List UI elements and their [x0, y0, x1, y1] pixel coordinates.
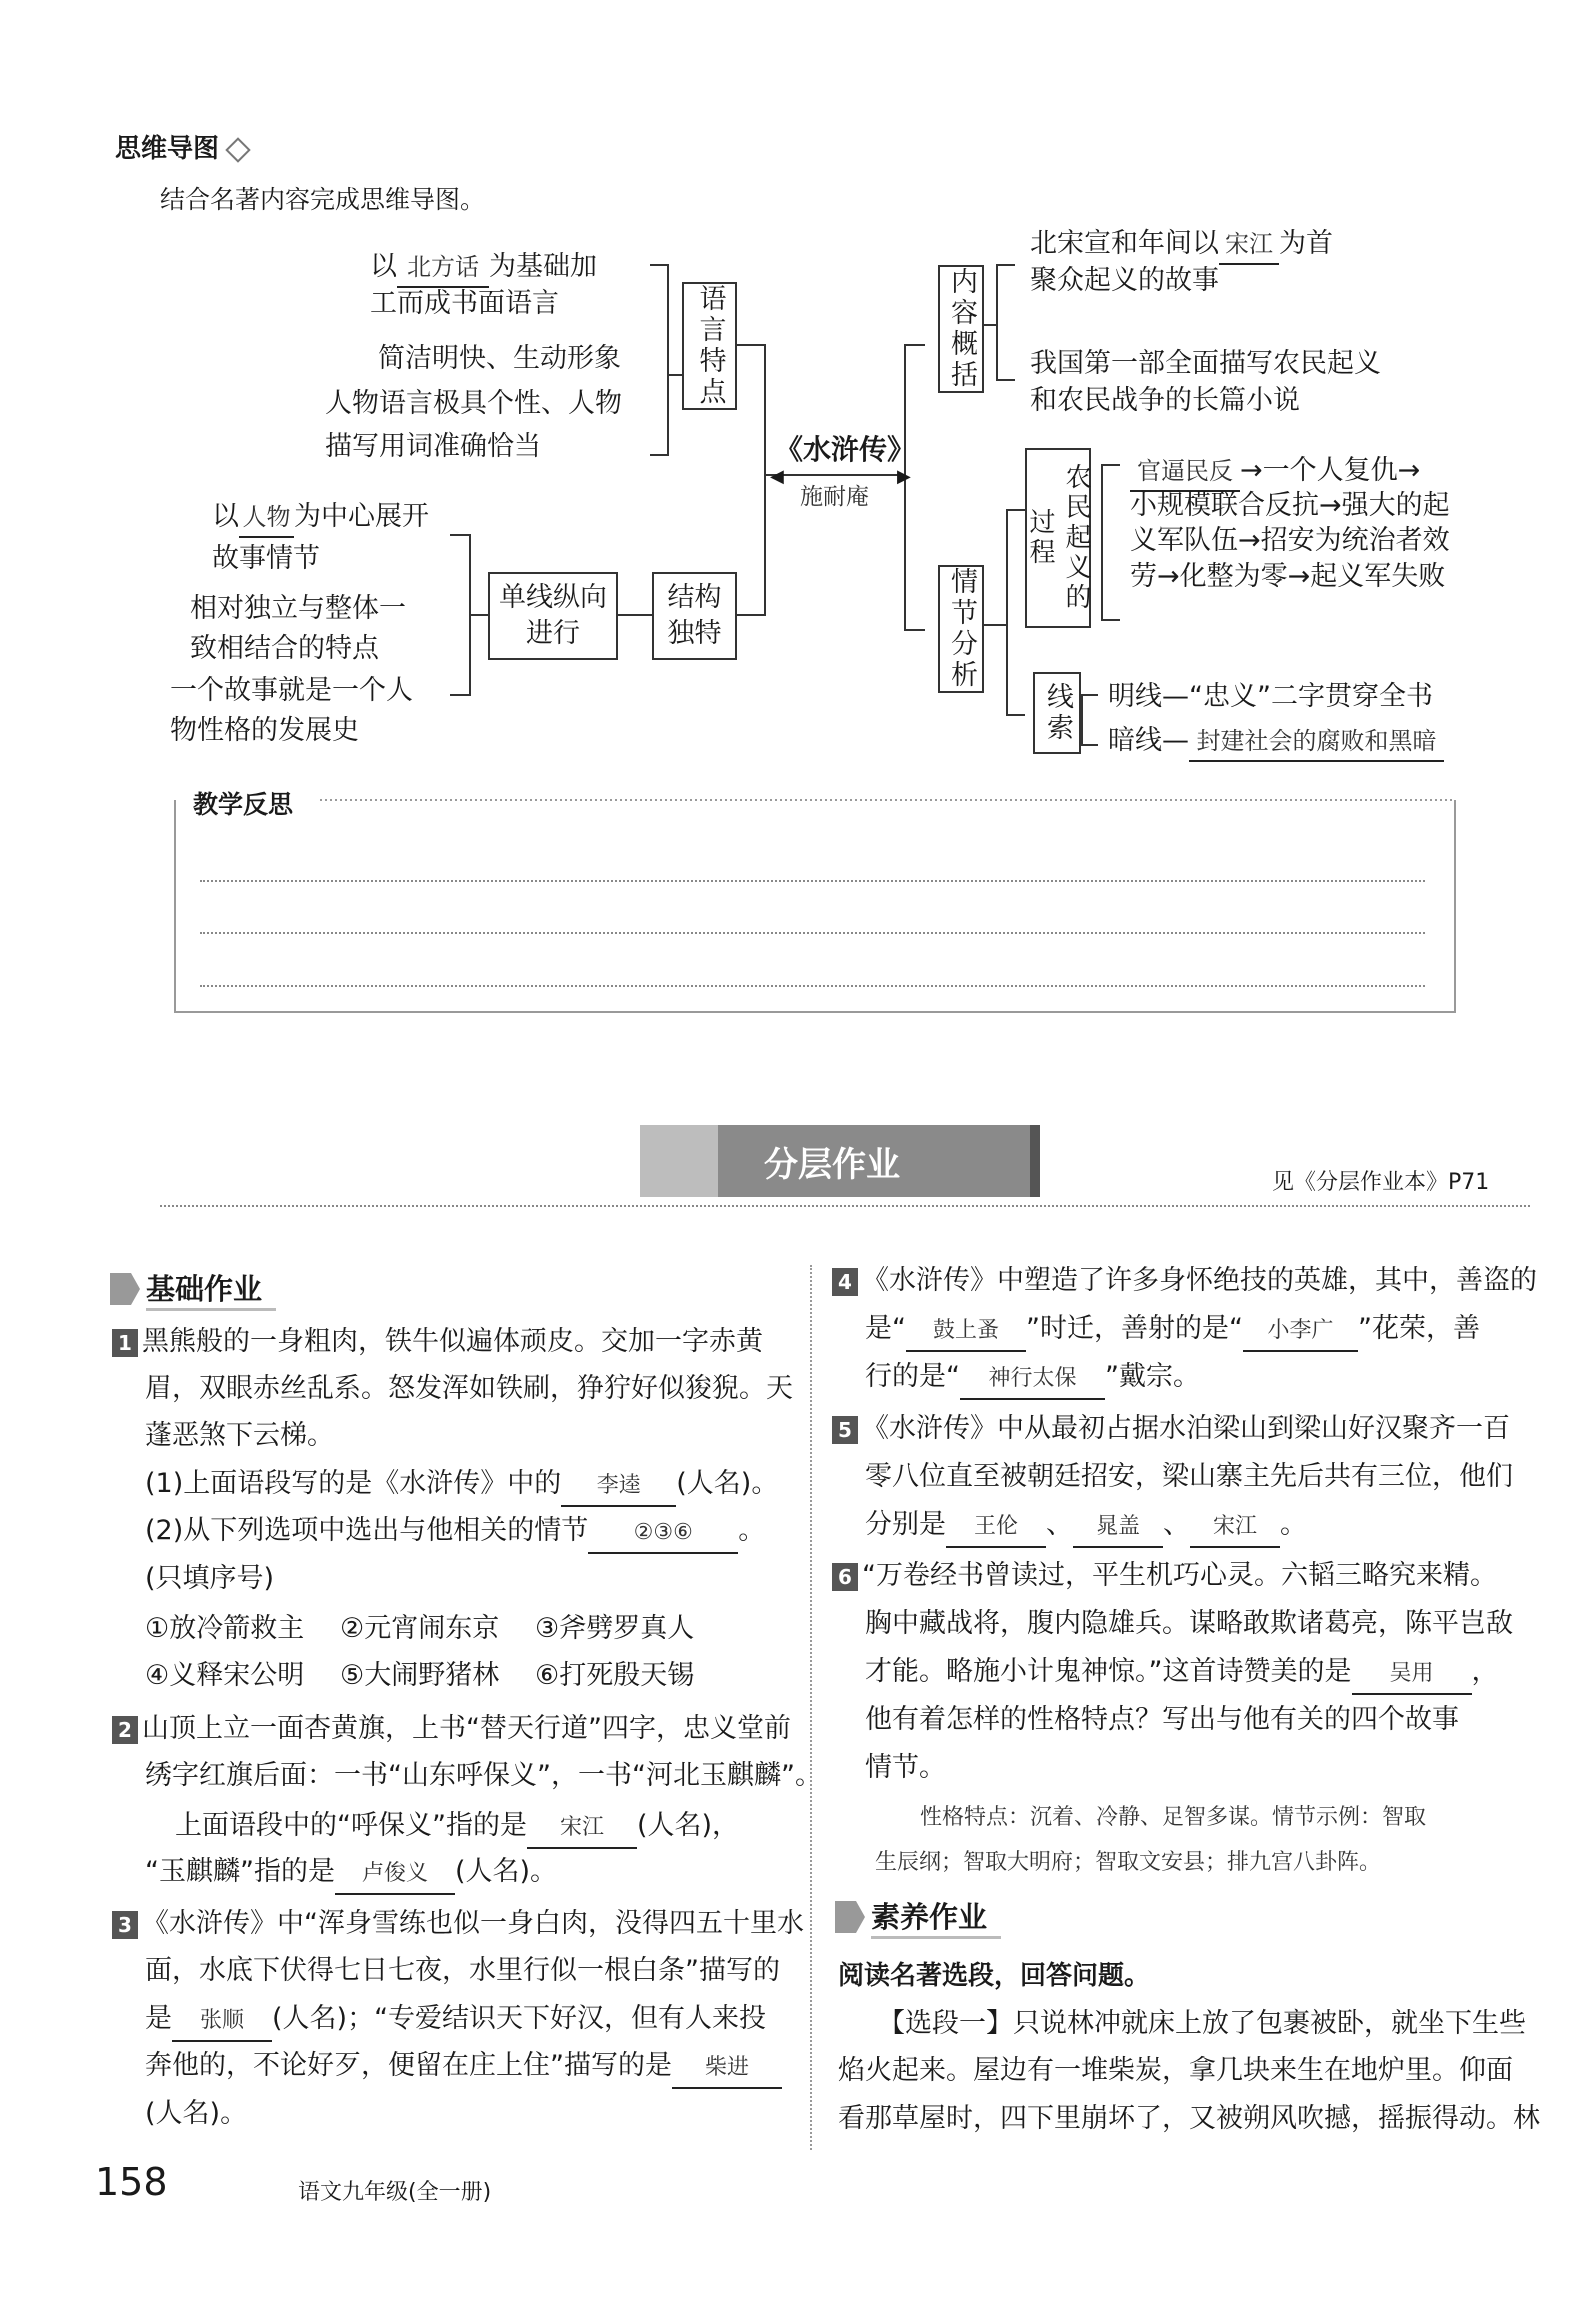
content-item-2: 聚众起义的故事 — [1030, 265, 1219, 296]
q5-answer-2[interactable]: 晁盖 — [1073, 1508, 1163, 1548]
q6-answer-line-2: 生辰纲；智取大明府；智取文安县；排九宫八卦阵。 — [875, 1850, 1382, 1875]
process-item-3: 义军队伍→招安为统治者效 — [1130, 525, 1450, 556]
q3-line-5: (人名)。 — [145, 2098, 248, 2129]
struct-item-4: 致相结合的特点 — [190, 633, 379, 664]
q2-line-1: 2 山顶上立一面杏黄旗，上书“替天行道”四字，忠义堂前 — [112, 1710, 791, 1748]
reflection-line-1[interactable] — [200, 880, 1425, 882]
reflection-line-3[interactable] — [200, 985, 1425, 987]
q3-answer-1[interactable]: 张顺 — [172, 2002, 272, 2042]
basic-heading: 基础作业 — [110, 1267, 276, 1311]
process-box: 农民起义的过程 — [1025, 448, 1091, 628]
q6-answer-1[interactable]: 吴用 — [1352, 1655, 1472, 1695]
q5-line-2: 零八位直至被朝廷招安，梁山寨主先后共有三位，他们 — [865, 1461, 1513, 1492]
q2-line-3: 上面语段中的“呼保义”指的是 宋江 (人名)， — [175, 1807, 739, 1849]
content-box: 内容概括 — [938, 265, 984, 393]
q3-line-3: 是 张顺 (人名)；“专爱结识天下好汉，但有人来投 — [145, 2000, 766, 2042]
struct-item-2: 故事情节 — [212, 543, 320, 574]
q1-part-1: (1)上面语段写的是《水浒传》中的 李逵 (人名)。 — [145, 1465, 778, 1507]
q6-line-4: 他有着怎样的性格特点？写出与他有关的四个故事 — [865, 1704, 1459, 1735]
struct-item-1: 以 人物 为中心展开 — [212, 498, 429, 538]
literacy-heading: 素养作业 — [835, 1895, 1001, 1939]
passage-line-1: 【选段一】只说林冲就床上放了包裹被卧，就坐下生些 — [878, 2008, 1526, 2039]
q3-line-4: 奔他的，不论好歹，便留在庄上住”描写的是 柴进 — [145, 2047, 782, 2089]
q4-answer-3[interactable]: 神行太保 — [960, 1360, 1105, 1400]
q5-line-1: 5 《水浒传》中从最初占据水泊梁山到梁山好汉聚齐一百 — [832, 1410, 1510, 1448]
q4-line-3: 行的是“ 神行太保 ”戴宗。 — [865, 1358, 1200, 1400]
content-item-4: 和农民战争的长篇小说 — [1030, 385, 1300, 416]
center-arrow-left-icon: ◀ — [770, 466, 784, 487]
q5-answer-1[interactable]: 王伦 — [946, 1508, 1046, 1548]
center-author: 施耐庵 — [800, 484, 869, 510]
passage-line-3: 看那草屋时，四下里崩坏了，又被朔风吹撼，摇振得动。林 — [838, 2103, 1540, 2134]
mindmap-instruction: 结合名著内容完成思维导图。 — [160, 185, 486, 214]
content-item-1: 北宋宣和年间以 宋江 为首 — [1030, 225, 1333, 265]
clue-box: 线索 — [1033, 672, 1081, 754]
diamond-icon — [225, 137, 250, 162]
q1-answer-1[interactable]: 李逵 — [561, 1467, 676, 1507]
q5-line-3: 分别是 王伦 、 晁盖 、 宋江 。 — [865, 1506, 1307, 1548]
banner-ref: 见《分层作业本》P71 — [1272, 1170, 1490, 1195]
lang-item-3: 简洁明快、生动形象 — [378, 343, 621, 374]
passage-line-2: 焰火起来。屋边有一堆柴炭，拿几块来生在地炉里。仰面 — [838, 2055, 1513, 2086]
q1-line-2: 眉，双眼赤丝乱系。怒发浑如铁刷，狰狞好似狻猊。天 — [145, 1373, 793, 1404]
q1-option-1: ①放冷箭救主 — [145, 1613, 305, 1644]
process-item-4: 劳→化整为零→起义军失败 — [1130, 561, 1446, 592]
process-item-2: 小规模联合反抗→强大的起 — [1130, 490, 1450, 521]
center-title: 《水浒传》 — [775, 433, 916, 466]
lang-item-5: 描写用词准确恰当 — [325, 431, 541, 462]
q4-answer-2[interactable]: 小李广 — [1243, 1312, 1358, 1352]
q4-line-1: 4 《水浒传》中塑造了许多身怀绝技的英雄，其中，善盗的 — [832, 1262, 1537, 1300]
q6-line-3: 才能。略施小计鬼神惊。”这首诗赞美的是 吴用 ， — [865, 1653, 1499, 1695]
struct-item-3: 相对独立与整体一 — [190, 593, 406, 624]
q2-answer-2[interactable]: 卢俊义 — [335, 1855, 455, 1895]
q6-line-5: 情节。 — [865, 1752, 946, 1783]
tag-arrow-icon — [110, 1273, 140, 1305]
structure-box: 结构独特 — [652, 572, 737, 660]
mindmap-heading: 思维导图 — [115, 128, 247, 165]
q1-note: (只填序号) — [145, 1563, 275, 1594]
q3-line-2: 面，水底下伏得七日七夜，水里行似一根白条”描写的 — [145, 1955, 780, 1986]
center-arrow-right-icon: ▶ — [897, 466, 911, 487]
banner-title: 分层作业 — [718, 1125, 1030, 1197]
q1-answer-2[interactable]: ②③⑥ — [588, 1514, 738, 1554]
page-number: 158 — [95, 2160, 168, 2204]
banner-block-left — [640, 1125, 720, 1197]
q1-option-3: ③斧劈罗真人 — [535, 1613, 695, 1644]
banner-rule — [160, 1205, 1530, 1207]
q6-line-2: 胸中藏战将，腹内隐雄兵。谋略敢欺诸葛亮，陈平岂敌 — [865, 1608, 1513, 1639]
q1-option-2: ②元宵闹东京 — [340, 1613, 500, 1644]
tag-arrow-icon — [835, 1901, 865, 1933]
q3-answer-2[interactable]: 柴进 — [672, 2049, 782, 2089]
q2-answer-1[interactable]: 宋江 — [527, 1809, 637, 1849]
lang-feature-box: 语言特点 — [682, 282, 737, 410]
struct-item-5: 一个故事就是一个人 — [170, 675, 413, 706]
lang-item-2: 工而成书面语言 — [370, 288, 559, 319]
lang-item-1: 以 北方话 为基础加 — [370, 248, 597, 288]
q5-answer-3[interactable]: 宋江 — [1190, 1508, 1280, 1548]
q4-answer-1[interactable]: 鼓上蚤 — [906, 1312, 1026, 1352]
plot-box: 情节分析 — [938, 565, 984, 693]
q6-answer-line-1: 性格特点：沉着、冷静、足智多谋。情节示例：智取 — [920, 1805, 1427, 1830]
banner-stripe — [1030, 1125, 1040, 1197]
literacy-instruction: 阅读名著选段，回答问题。 — [838, 1961, 1151, 1991]
lang-item-4: 人物语言极具个性、人物 — [325, 388, 622, 419]
q2-line-2: 绣字红旗后面：一书“山东呼保义”，一书“河北玉麒麟”。 — [145, 1760, 822, 1791]
struct-item-6: 物性格的发展史 — [170, 715, 359, 746]
process-item-1: 官逼民反 →一个人复仇→ — [1130, 452, 1420, 492]
clue-item-1: 明线—“忠义”二字贯穿全书 — [1108, 681, 1433, 712]
q1-option-5: ⑤大闹野猪林 — [340, 1660, 500, 1691]
q1-line-3: 蓬恶煞下云梯。 — [145, 1420, 334, 1451]
q3-line-1: 3 《水浒传》中“浑身雪练也似一身白肉，没得四五十里水 — [112, 1905, 804, 1943]
column-divider — [810, 1265, 812, 2150]
q1-part-2: (2)从下列选项中选出与他相关的情节 ②③⑥ 。 — [145, 1512, 765, 1554]
single-line-box: 单线纵向进行 — [488, 572, 618, 660]
book-title: 语文九年级(全一册) — [298, 2180, 492, 2205]
q1-line-1: 1 黑熊般的一身粗肉，铁牛似遍体顽皮。交加一字赤黄 — [112, 1323, 763, 1361]
q1-option-4: ④义释宋公明 — [145, 1660, 305, 1691]
clue-item-2: 暗线— 封建社会的腐败和黑暗 — [1108, 722, 1444, 762]
reflection-line-2[interactable] — [200, 932, 1425, 934]
content-item-3: 我国第一部全面描写农民起义 — [1030, 348, 1381, 379]
q4-line-2: 是“ 鼓上蚤 ”时迁，善射的是“ 小李广 ”花荣，善 — [865, 1310, 1480, 1352]
q6-line-1: 6 “万卷经书曾读过，平生机巧心灵。六韬三略究来精。 — [832, 1557, 1497, 1595]
q1-option-6: ⑥打死殷天锡 — [535, 1660, 695, 1691]
reflection-label: 教学反思 — [185, 785, 301, 821]
q2-line-4: “玉麒麟”指的是 卢俊义 (人名)。 — [145, 1853, 557, 1895]
